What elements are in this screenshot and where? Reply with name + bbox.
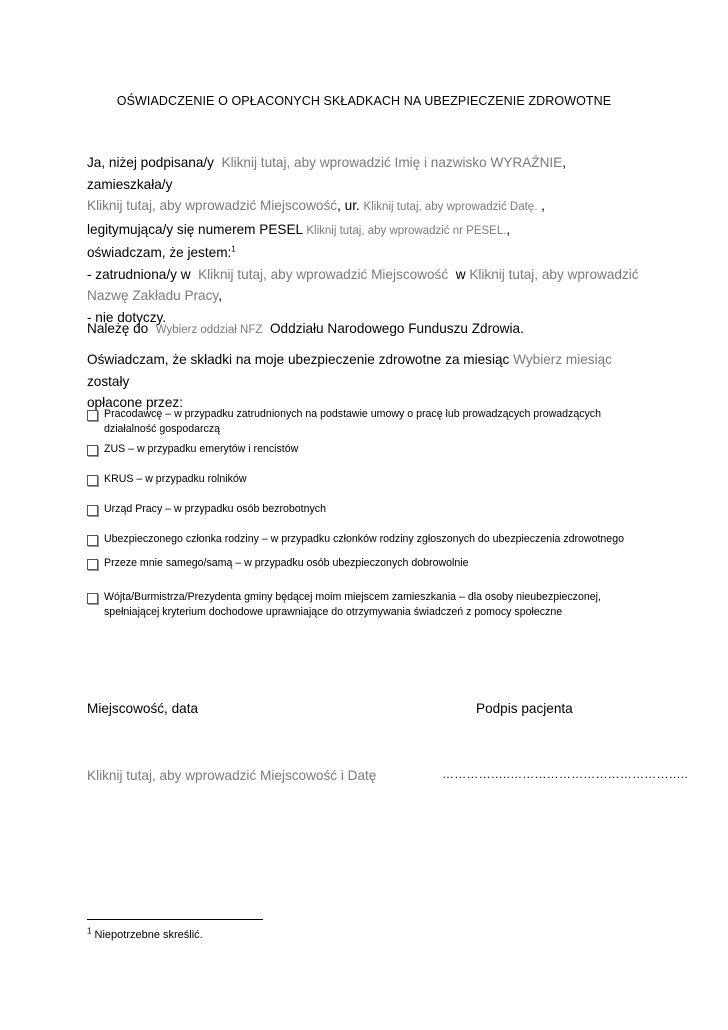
declaration-line-3: legitymująca/y się numerem PESEL Kliknij tutaj, aby wprowadzić nr PESEL.,: [87, 221, 511, 237]
footnote-separator: [87, 919, 263, 920]
checkbox-krus[interactable]: [87, 475, 98, 486]
footnote-text: Niepotrzebne skreślić.: [94, 929, 203, 941]
checkbox-municipality[interactable]: [87, 593, 98, 604]
nfz-branch-select[interactable]: Wybierz oddział NFZ: [155, 324, 263, 336]
option-label: Pracodawcę – w przypadku zatrudnionych na podstawie umowy o pracę lub prowadzących prowadzących działalność gospodarczą: [104, 408, 601, 435]
month-select[interactable]: Wybierz miesiąc: [513, 352, 612, 367]
declaration-line-1: Ja, niżej podpisana/y Kliknij tutaj, aby wprowadzić Imię i nazwisko WYRAŹNIE, zamieszkała/y: [87, 155, 567, 192]
checkbox-family-member[interactable]: [87, 535, 98, 546]
option-label: Wójta/Burmistrza/Prezydenta gminy będącej moim miejscem zamieszkania – dla osoby nieubezpieczonej, spełniającej kryterium dochodowe uprawniające do otrzymywania świadczeń z pomocy społeczne: [104, 591, 601, 618]
pesel-field[interactable]: Kliknij tutaj, aby wprowadzić nr PESEL.: [306, 224, 507, 237]
nfz-paragraph: Należę do Wybierz oddział NFZ Oddziału Narodowego Funduszu Zdrowia.: [87, 321, 524, 336]
workplace-field[interactable]: Kliknij tutaj, aby wprowadzić Nazwę Zakładu Pracy: [87, 266, 639, 303]
contributions-paragraph: Oświadczam, że składki na moje ubezpieczenie zdrowotne za miesiąc Wybierz miesiąc zostały opłacone przez:: [87, 352, 612, 410]
declaration-line-4: oświadczam, że jestem:$^1$: [87, 244, 236, 260]
not-applicable-line: - nie dotyczy.: [87, 309, 167, 325]
declaration-paragraph: [87, 152, 652, 328]
signature-line: ……………..……………………………………..: [442, 767, 688, 781]
option-label: Ubezpieczonego członka rodziny – w przypadku członków rodziny zgłoszonych do ubezpieczenia zdrowotnego: [104, 533, 624, 545]
checkbox-zus[interactable]: [87, 445, 98, 456]
footnote: [87, 926, 203, 941]
footnote-mark: 1: [87, 926, 92, 936]
declaration-line-2: Kliknij tutaj, aby wprowadzić Miejscowość, ur. Kliknij tutaj, aby wprowadzić Datę. ,: [87, 198, 545, 213]
checkbox-self[interactable]: [87, 559, 98, 570]
option-label: KRUS – w przypadku rolników: [104, 473, 247, 485]
city-field[interactable]: Kliknij tutaj, aby wprowadzić Miejscowość: [87, 198, 338, 213]
place-date-field[interactable]: Kliknij tutaj, aby wprowadzić Miejscowość i Datę: [87, 768, 377, 783]
birth-date-field[interactable]: Kliknij tutaj, aby wprowadzić Datę.: [363, 201, 538, 213]
patient-signature-label: Podpis pacjenta: [476, 701, 573, 716]
employment-line: - zatrudniona/y w Kliknij tutaj, aby wprowadzić Miejscowość w Kliknij tutaj, aby wprowadzić Nazwę Zakładu Pracy,: [87, 266, 639, 303]
option-label: Przeze mnie samego/samą – w przypadku osób ubezpieczonych dobrowolnie: [104, 557, 469, 569]
place-date-label: Miejscowość, data: [87, 701, 199, 716]
footnote-reference: 1: [231, 244, 236, 254]
document-title: OŚWIADCZENIE O OPŁACONYCH SKŁADKACH NA UBEZPIECZENIE ZDROWOTNE: [116, 94, 612, 108]
employment-city-field[interactable]: Kliknij tutaj, aby wprowadzić Miejscowość: [198, 266, 449, 282]
option-label: Urząd Pracy – w przypadku osób bezrobotnych: [104, 503, 326, 515]
name-field[interactable]: Kliknij tutaj, aby wprowadzić Imię i nazwisko WYRAŹNIE: [221, 155, 563, 170]
checkbox-employer[interactable]: [87, 410, 98, 421]
option-label: ZUS – w przypadku emerytów i rencistów: [104, 443, 299, 455]
checkbox-labour-office[interactable]: [87, 505, 98, 516]
